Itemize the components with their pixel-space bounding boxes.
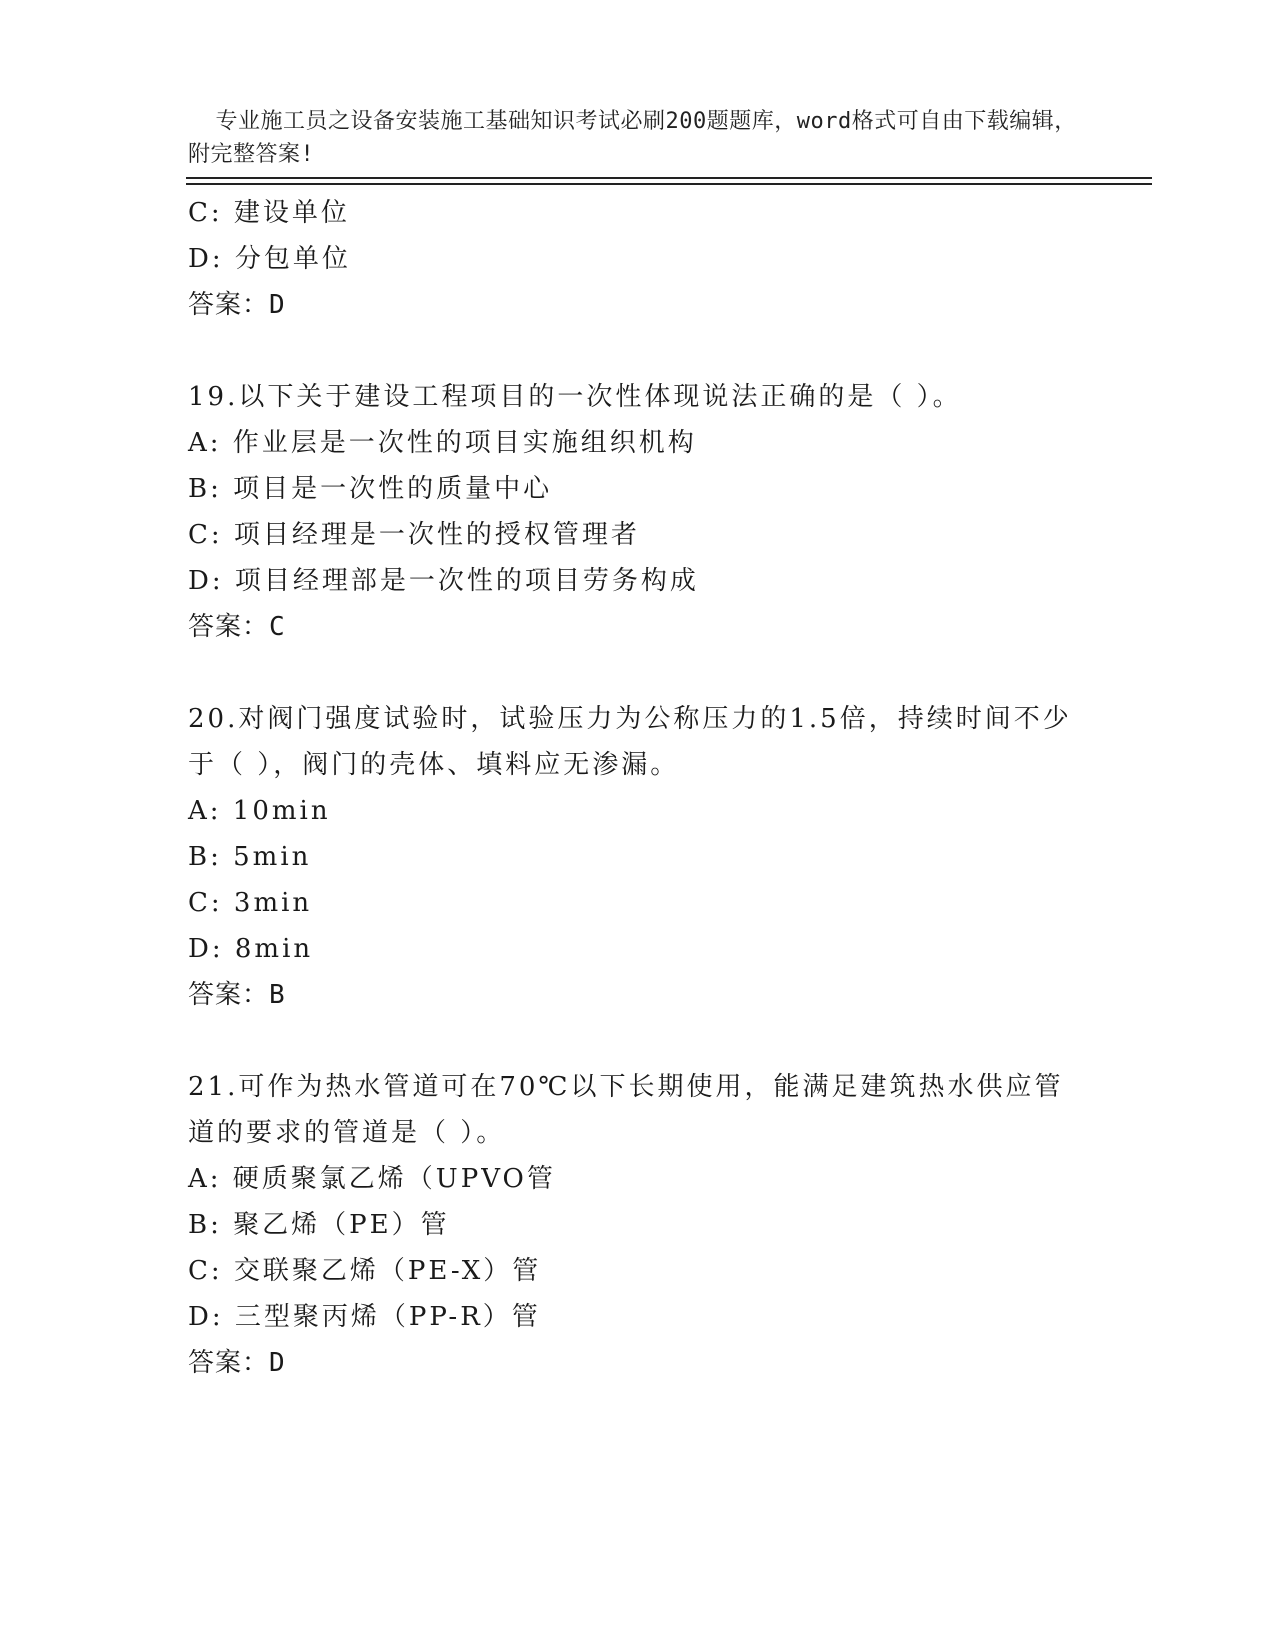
option-c: C: 交联聚乙烯（PE-X）管 <box>188 1256 542 1286</box>
option-c: C: 项目经理是一次性的授权管理者 <box>188 520 640 550</box>
answer-line: 答案：D <box>188 290 286 320</box>
document-header <box>188 72 1088 171</box>
answer-line: 答案：D <box>188 1348 286 1378</box>
option-d: D: 项目经理部是一次性的项目劳务构成 <box>188 566 699 596</box>
previous-question-tail <box>188 190 1088 328</box>
answer-line: 答案：C <box>188 612 286 642</box>
question-text: 21.可作为热水管道可在70℃以下长期使用，能满足建筑热水供应管道的要求的管道是（ ）。 <box>188 1072 1064 1148</box>
document-body <box>188 190 1088 1386</box>
question-text: 19.以下关于建设工程项目的一次性体现说法正确的是（ ）。 <box>188 382 962 412</box>
option-d: D: 分包单位 <box>188 244 351 274</box>
header-title: 专业施工员之设备安装施工基础知识考试必刷200题题库，word格式可自由下载编辑，附完整答案! <box>188 109 1077 167</box>
spacer <box>188 328 1088 374</box>
option-d: D: 三型聚丙烯（PP-R）管 <box>188 1302 541 1332</box>
question-21 <box>188 1064 1088 1386</box>
option-a: A: 作业层是一次性的项目实施组织机构 <box>188 428 697 458</box>
header-rule-bottom <box>186 183 1152 185</box>
option-c: C: 建设单位 <box>188 198 350 228</box>
option-b: B: 5min <box>188 842 312 872</box>
question-20 <box>188 696 1088 1018</box>
option-a: A: 10min <box>188 796 331 826</box>
spacer <box>188 650 1088 696</box>
option-b: B: 聚乙烯（PE）管 <box>188 1210 450 1240</box>
option-b: B: 项目是一次性的质量中心 <box>188 474 553 504</box>
question-19 <box>188 374 1088 650</box>
answer-line: 答案：B <box>188 980 286 1010</box>
option-a: A: 硬质聚氯乙烯（UPVO管 <box>188 1164 556 1194</box>
option-d: D: 8min <box>188 934 314 964</box>
question-text: 20.对阀门强度试验时，试验压力为公称压力的1.5倍，持续时间不少于（ ），阀门的壳体、填料应无渗漏。 <box>188 704 1072 780</box>
spacer <box>188 1018 1088 1064</box>
option-c: C: 3min <box>188 888 313 918</box>
header-rule-top <box>186 177 1152 179</box>
